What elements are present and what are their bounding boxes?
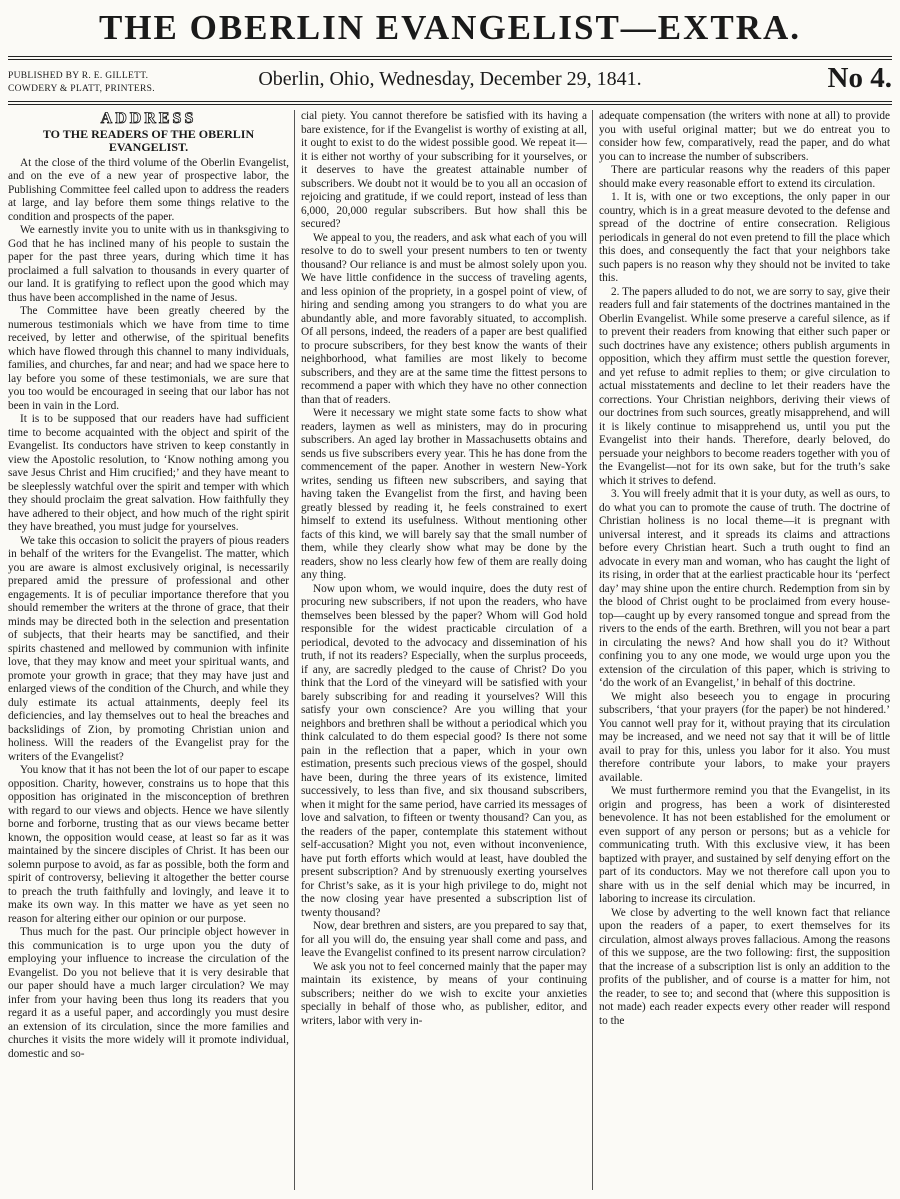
paragraph: At the close of the third volume of the Oberlin Evangelist, and on the eve of a new year of prospective labor, the Publishing Committee feel called upon to address the readers at large, and lay before them some things relative to the condition and prospects of the paper. xyxy=(8,156,289,223)
masthead-rule-top-double xyxy=(8,59,892,60)
address-subheading: TO THE READERS OF THE OBERLIN EVANGELIST. xyxy=(42,126,255,154)
paragraph: Now upon whom, we would inquire, does the duty rest of procuring new subscribers, if not upon the readers, who have themselves been blessed by the paper? Whom will God hold responsible for the widest practicable circulation of a periodical, devoted to the advocacy and dissemination of his truth, if not its readers? Especially, when the surplus proceeds, if any, are sacredly pledged to the cause of Christ? Do you think that the Lord of the vineyard will be satisfied with your barely subscribing for and reading it yourselves? Will this satisfy your own conscience? Are you willing that your neighbors and brethren shall be without a periodical which you think calculated to do them especial good? Is there not some pain in the reflection that a paper, which in your own estimation, presents such precious views of the gospel, should have been, during the three years of its existence, limited successively, to less than five, and six thousand subscribers, when it might for the same period, have carried its messages of love and salvation, to fifteen or twenty thousand? Can you, as the readers of the paper, contemplate this statement without self-accusation? Might you not, even without inconvenience, have put forth efforts which would at least, have doubled the present subscription? And by strenuously exerting yourselves for Christ’s sake, as it is your high privilege to do, might not the now closing year have presented a subscription list of twenty thousand? xyxy=(301,582,587,919)
paragraph: The Committee have been greatly cheered by the numerous testimonials which we have from time to time received, by letter and otherwise, of the spiritual benefits which have flowed through this channel to many individuals, families, and churches, far and near; and had we space here to lay before you some of these testimonials, we are sure that you too would be encouraged in seeing that our labor has not been in vain in the Lord. xyxy=(8,305,289,412)
address-heading: ADDRESS xyxy=(100,110,197,127)
header-rule-bottom xyxy=(8,101,892,102)
column-2 xyxy=(301,110,587,1190)
masthead-title: THE OBERLIN EVANGELIST—EXTRA. xyxy=(98,8,802,47)
paragraph: cial piety. You cannot therefore be satisfied with its having a bare existence, for if the Evangelist is worthy of existing at all, it ought to exist to do the widest possible good. We repeat it—it is either not worthy of your subscribing for it yourselves, or it deserves to have the greatest attainable number of subscribers. We doubt not it would be to you all an occasion of rejoicing and gratitude, if we could report, instead of less than 6,000, 20,000 regular subscribers. But how shall this be secured? xyxy=(301,110,587,230)
publisher-line: PUBLISHED BY R. E. GILLETT. xyxy=(8,71,149,81)
paragraph: We take this occasion to solicit the prayers of pious readers in behalf of the writers for the Evangelist. The matter, which you are aware is almost exclusively original, is necessarily prepared amid the pressure of professional and other engagements. It is of peculiar importance therefore that you should remember the writers at the throne of grace, that their minds may be directed both in the selection and presentation of subjects, that their hearts may be sanctified, and their spirits chastened and mellowed by communion with infinite love, that they may know and meet your spiritual wants, and promote your growth in grace; that they may have just and enlarged views of the condition of the Church, and while they duly estimate its actual attainments, deeply feel its deficiencies, and lay themselves out to heal the breaches and backslidings of Zion, by promoting Christian union and holiness. Will the readers of the Evangelist pray for the writers of the Evangelist? xyxy=(8,534,289,763)
paragraph: Were it necessary we might state some facts to show what readers, laymen as well as ministers, may do in procuring subscribers. An aged lay brother in Massachusetts obtains and sends us five subscribers every year. This he has done from the commencement of the paper. Another in western New-York writes, sending us fifteen new subscribers, and saying that having taken the Evangelist from the first, and having been greatly blessed by reading it, he feels constrained to exert himself to extend its usefulness. Without mentioning other facts of this kind, we will barely say that the small number of them, while they clearly show what may be done by the readers, show no less clearly how few of them are really doing any thing. xyxy=(301,407,587,581)
column-divider-2 xyxy=(592,110,593,1190)
header-rule-bottom-double xyxy=(8,104,892,105)
paragraph: adequate compensation (the writers with none at all) to provide you with useful original matter; but we do entreat you to consider how few, comparatively, read the paper, and do what you can to increase the number of subscribers. xyxy=(599,110,890,163)
paragraph: 3. You will freely admit that it is your duty, as well as ours, to do what you can to promote the cause of truth. The doctrine of Christian holiness is no local theme—it is pregnant with universal interest, and it spreads its claims and attractions before every Christian heart. Such a truth ought to find an advocate in every man and woman, who has caught the light of its rising, in order that at the earliest practicable hour its ‘perfect day’ may shine upon the entire church. Redemption from sin by the blood of Christ ought to be proclaimed from every house-top—caught up by every ransomed tongue and spread from the rivers to the ends of the earth. Brethren, will you not bear a part in circulating the news? And how shall you do it? Without confining you to any one mode, we would urge upon you the extension of the circulation of this paper, which is striving to ‘do the work of an Evangelist,’ in behalf of this doctrine. xyxy=(599,488,890,689)
paragraph: Thus much for the past. Our principle object however in this communication is to urge upon you the duty of employing your influence to increase the circulation of the Evangelist. Do you not believe that it is very desirable that our paper should have a much larger circulation? We may infer from your having been thus long its readers that you regard it as a useful paper, and accordingly you must desire an extension of its circulation, since the more families and churches it visits the more widely will it promote individual, domestic and so- xyxy=(8,926,289,1060)
paragraph: It is to be supposed that our readers have had sufficient time to become acquainted with the object and spirit of the Evangelist. Its conductors have striven to keep constantly in view the Apostolic resolution, to ‘Know nothing among you save Jesus Christ and Him crucified;’ and they have meant to be sleeplessly watchful over the spirit and temper with which they should proclaim the great salvation. How faithfully they have adhered to their object, and how much of the right spirit they have breathed, you must judge for yourselves. xyxy=(8,413,289,533)
paragraph: We might also beseech you to engage in procuring subscribers, ‘that your prayers (for the paper) be not hindered.’ You cannot well pray for it, without praying that its circulation may be increased, and we need not say that it will be of little avail to pray for this, unless you labor for it also. You must therefore contribute your labors, to make your prayers available. xyxy=(599,690,890,784)
masthead-rule-top xyxy=(8,56,892,57)
dateline: Oberlin, Ohio, Wednesday, December 29, 1841. xyxy=(258,68,642,90)
column-3 xyxy=(599,110,890,1190)
paragraph: You know that it has not been the lot of our paper to escape opposition. Charity, however, constrains us to hope that this opposition has originated in the misconception of brethren with regard to our views and objects. Hence we have silently borne and forborne, trusting that as our views became better known, the opposition would cease, at least so far as it was maintained by the sincere disciples of Christ. It has been our solemn purpose to avoid, as far as possible, both the form and spirit of controversy, believing it altogether the better course to preach the truth faithfully and lovingly, and leave it to make its own way. In this matter we have as yet seen no reason for altering either our opinion or our purpose. xyxy=(8,764,289,925)
column-1 xyxy=(8,110,289,1190)
paragraph: We ask you not to feel concerned mainly that the paper may maintain its existence, by means of your continuing subscribers; neither do we wish to excite your anxieties specially in behalf of those who, as publisher, editor, and writers, labor with very in- xyxy=(301,960,587,1027)
printer-line: COWDERY & PLATT, PRINTERS. xyxy=(8,84,155,94)
paragraph: Now, dear brethren and sisters, are you prepared to say that, for all you will do, the ensuing year shall come and pass, and leave the Evangelist confined to its present narrow circulation? xyxy=(301,920,587,959)
paragraph: 1. It is, with one or two exceptions, the only paper in our country, which is in a great measure devoted to the defense and spread of the doctrine of entire consecration. Religious periodicals in general do not even pretend to fill the place which this does, and consequently the fact that your neighbors take such papers is no reason why they should not be invited to take this. xyxy=(599,191,890,284)
issue-number: No 4. xyxy=(827,62,892,94)
paragraph: We appeal to you, the readers, and ask what each of you will resolve to do to swell your present numbers to ten or twenty thousand? Our reliance is and must be almost solely upon you. We have little confidence in the success of traveling agents, and less opinion of the propriety, in a gospel point of view, of hiring and sending among you strangers to do what you are abundantly able, and more favorably situated, to accomplish. Of all persons, indeed, the readers of a paper are best qualified to procure subscribers, for they best know the wants of their neighborhood, what families are most likely to become subscribers, and they are at the same time the fittest persons to recommend a paper with which they have no other connection than that of readers. xyxy=(301,231,587,406)
paragraph: We earnestly invite you to unite with us in thanksgiving to God that he has inclined many of his people to sustain the paper for the past three years, during which time it has proclaimed a full salvation to thousands in every quarter of our land. It is gratifying to reflect upon the good which may thus have been accomplished in the name of Jesus. xyxy=(8,224,289,304)
paragraph: We must furthermore remind you that the Evangelist, in its origin and progress, has been a work of disinterested benevolence. It has not been established for the emolument or even support of any person or persons; but as a vehicle for communicating truth. With this exclusive view, it has been baptized with prayer, and sustained by self denying effort on the part of its conductors. May we not therefore call upon you to share with us in the self denial which may be incurred, in laboring to increase its circulation. xyxy=(599,785,890,905)
column-divider-1 xyxy=(294,110,295,1190)
publisher-info xyxy=(8,70,208,96)
paragraph: We close by adverting to the well known fact that reliance upon the readers of a paper, to exert themselves for its circulation, almost always proves fallacious. Among the reasons of this we suppose, are the two following: first, the supposition that the increase of a subscription list is only an addition to the profits of the publisher, and of course is a matter for him, not the reader, to see to; and second that (where this supposition is not made) each reader expects every other reader will respond to the xyxy=(599,906,890,1027)
paragraph: There are particular reasons why the readers of this paper should make every reasonable effort to extend its circulation. xyxy=(599,164,890,190)
paragraph: 2. The papers alluded to do not, we are sorry to say, give their readers full and fair statements of the doctrines mantained in the Oberlin Evangelist. While some preserve a careful silence, as if to prevent their readers from knowing that either such paper or such doctrines have any existence; others publish arguments in opposition, which they affirm must settle the question forever, and yet refuse to admit replies to them; or give circulation to actual misstatements and decline to let their readers have the corrections. Your Christian neighbors, deriving their views of our doctrines from such sources, greatly misapprehend, and will it is likely continue to misapprehend us, until you put the Evangelist into their hands. Therefore, dearly beloved, do persuade your neighbors to become readers together with you of the Evangelist—not for its own sake, but for the truth’s sake which it strives to defend. xyxy=(599,285,890,487)
